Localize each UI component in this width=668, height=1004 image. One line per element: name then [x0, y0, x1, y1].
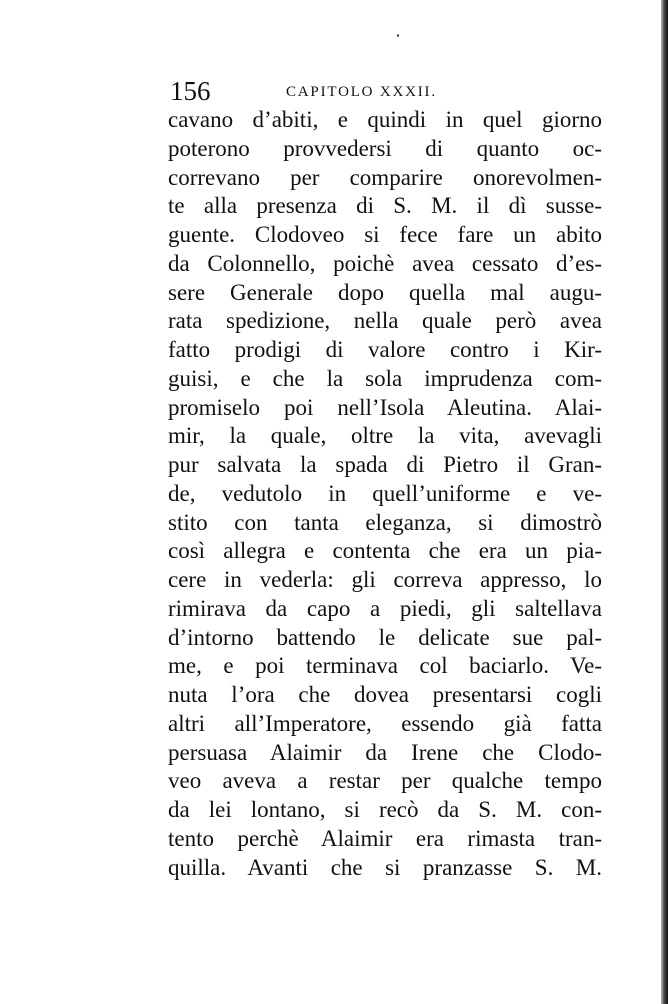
text-line: de, vedutolo in quell’uniforme e ve-: [168, 480, 602, 506]
text-line: rata spedizione, nella quale però avea: [168, 308, 602, 334]
text-line: fatto prodigi di valore contro i Kir-: [168, 337, 602, 362]
text-line: me, e poi terminava col baciarlo. Ve-: [168, 653, 602, 679]
text-line: nuta l’ora che dovea presentarsi cogli: [168, 682, 602, 707]
text-line: stito con tanta eleganza, si dimostrò: [168, 509, 602, 535]
page-edge-shadow: [661, 0, 668, 1004]
text-line: guisi, e che la sola imprudenza com-: [168, 365, 602, 391]
text-line: veo aveva a restar per qualche tempo: [168, 768, 602, 794]
page-header: [170, 76, 602, 106]
text-line: te alla presenza di S. M. il dì susse-: [168, 193, 602, 219]
text-line: cavano d’abiti, e quindi in quel giorno: [168, 107, 602, 132]
text-line: altri all’Imperatore, essendo già fatta: [168, 710, 602, 736]
text-line: da lei lontano, si recò da S. M. con-: [168, 797, 602, 822]
text-line: persuasa Alaimir da Irene che Clodo-: [168, 739, 602, 765]
text-line: mir, la quale, oltre la vita, avevagli: [168, 423, 602, 449]
text-line: pur salvata la spada di Pietro il Gran-: [168, 452, 602, 477]
text-line: così allegra e contenta che era un pia-: [168, 538, 602, 564]
ink-speck: [397, 34, 399, 37]
text-line: rimirava da capo a piedi, gli saltellava: [168, 595, 602, 621]
text-line: promiselo poi nell’Isola Aleutina. Alai-: [168, 394, 602, 420]
body-text: [168, 106, 602, 882]
text-line: correvano per comparire onorevolmen-: [168, 164, 602, 190]
text-line: guente. Clodoveo si fece fare un abito: [168, 222, 602, 247]
text-line: poterono provvedersi di quanto oc-: [168, 135, 602, 161]
text-line: d’intorno battendo le delicate sue pal-: [168, 624, 602, 650]
page-number: 156: [170, 76, 211, 106]
text-line: da Colonnello, poichè avea cessato d’es-: [168, 250, 602, 276]
text-line: cere in vederla: gli correva appresso, lo: [168, 567, 602, 592]
text-line: tento perchè Alaimir era rimasta tran-: [168, 825, 602, 851]
text-line: quilla. Avanti che si pranzasse S. M.: [168, 854, 602, 880]
text-line: sere Generale dopo quella mal augu-: [168, 279, 602, 305]
running-head: CAPITOLO XXXII.: [286, 84, 437, 100]
